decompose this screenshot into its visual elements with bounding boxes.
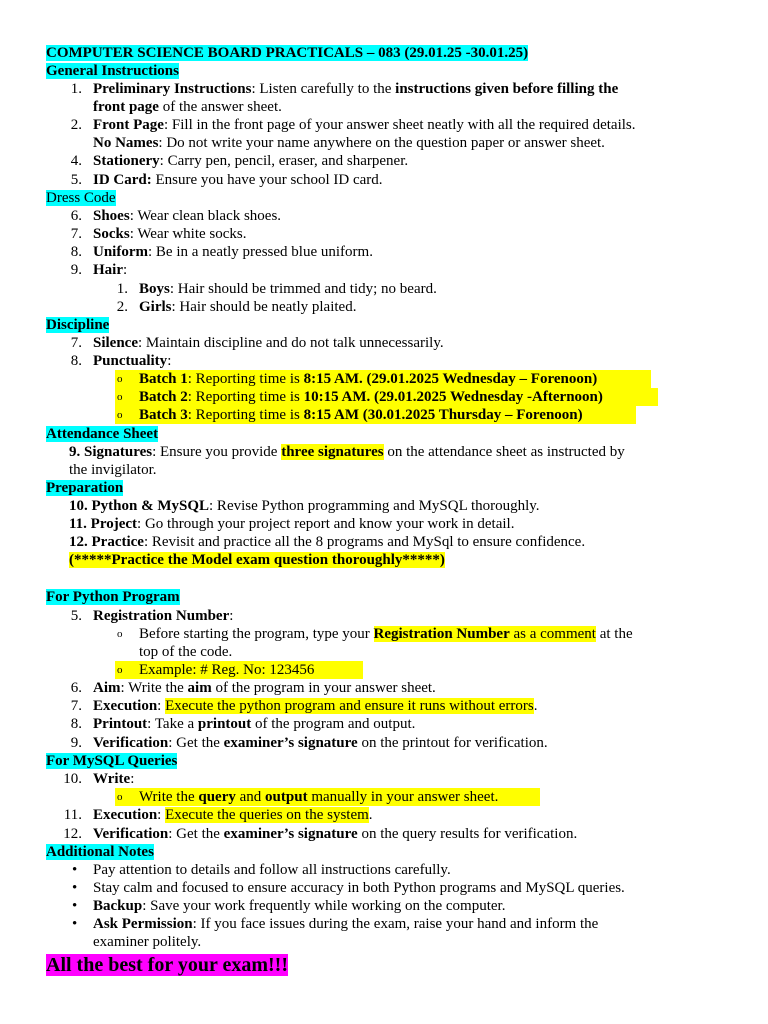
list-item-highlighted: o Write the query and output manually in your answer sheet. bbox=[115, 788, 540, 806]
list-item: 10. Python & MySQL: Revise Python programming and MySQL thoroughly. bbox=[69, 498, 540, 514]
list-item: Ask Permission: If you face issues during the exam, raise your hand and inform the bbox=[93, 916, 599, 932]
list-item: Stationery: Carry pen, pencil, eraser, and sharpener. bbox=[93, 153, 409, 169]
list-number: 7. bbox=[70, 698, 82, 714]
list-number: 5. bbox=[70, 608, 82, 624]
list-item: Boys: Hair should be trimmed and tidy; no beard. bbox=[139, 281, 437, 297]
bullet-icon: • bbox=[72, 880, 78, 896]
section-heading-notes: Additional Notes bbox=[46, 844, 154, 860]
list-item: Verification: Get the examiner’s signature on the query results for verification. bbox=[93, 826, 578, 842]
list-item: Girls: Hair should be neatly plaited. bbox=[139, 299, 357, 315]
list-number: 10. bbox=[63, 771, 82, 787]
list-item: Aim: Write the aim of the program in your answer sheet. bbox=[93, 680, 436, 696]
list-item: Uniform: Be in a neatly pressed blue uniform. bbox=[93, 244, 373, 260]
section-heading-python: For Python Program bbox=[46, 589, 180, 605]
circle-bullet-icon: o bbox=[117, 628, 123, 640]
list-item: Pay attention to details and follow all instructions carefully. bbox=[93, 862, 451, 878]
list-item: ID Card: Ensure you have your school ID card. bbox=[93, 172, 383, 188]
list-item-continued: the invigilator. bbox=[69, 462, 157, 478]
list-item: Printout: Take a printout of the program and output. bbox=[93, 716, 416, 732]
circle-bullet-icon: o bbox=[117, 664, 123, 676]
list-item-continued: examiner politely. bbox=[93, 934, 202, 950]
list-number: 8. bbox=[70, 353, 82, 369]
list-item: Execution: Execute the queries on the system. bbox=[93, 807, 373, 823]
section-heading-discipline: Discipline bbox=[46, 317, 110, 333]
section-heading-preparation: Preparation bbox=[46, 480, 124, 496]
list-item: Front Page: Fill in the front page of your answer sheet neatly with all the required details. bbox=[93, 117, 636, 133]
list-number: 4. bbox=[70, 153, 82, 169]
list-item: Punctuality: bbox=[93, 353, 172, 369]
circle-bullet-icon: o bbox=[117, 391, 123, 403]
list-item-highlighted: o Batch 2: Reporting time is 10:15 AM. (29.01.2025 Wednesday -Afternoon) bbox=[115, 388, 658, 406]
bullet-icon: • bbox=[72, 862, 78, 878]
list-item: Silence: Maintain discipline and do not talk unnecessarily. bbox=[93, 335, 444, 351]
model-exam-note: (*****Practice the Model exam question thoroughly*****) bbox=[69, 552, 445, 568]
list-number: 2. bbox=[116, 299, 128, 315]
list-number: 9. bbox=[70, 262, 82, 278]
list-number: 9. bbox=[70, 735, 82, 751]
list-item: Verification: Get the examiner’s signature on the printout for verification. bbox=[93, 735, 548, 751]
list-number: 6. bbox=[70, 680, 82, 696]
list-number: 11. bbox=[63, 807, 82, 823]
list-item-continued: No Names: Do not write your name anywhere on the question paper or answer sheet. bbox=[93, 135, 605, 151]
section-heading-mysql: For MySQL Queries bbox=[46, 753, 178, 769]
list-item-highlighted: o Example: # Reg. No: 123456 bbox=[115, 661, 363, 679]
list-item: Stay calm and focused to ensure accuracy in both Python programs and MySQL queries. bbox=[93, 880, 625, 896]
list-item-continued: front page of the answer sheet. bbox=[93, 99, 282, 115]
list-number: 8. bbox=[70, 716, 82, 732]
list-number: 1. bbox=[116, 281, 128, 297]
list-item: Registration Number: bbox=[93, 608, 234, 624]
list-item: 11. Project: Go through your project report and know your work in detail. bbox=[69, 516, 515, 532]
list-number: 8. bbox=[70, 244, 82, 260]
list-item: Execution: Execute the python program and ensure it runs without errors. bbox=[93, 698, 538, 714]
section-heading-attendance: Attendance Sheet bbox=[46, 426, 159, 442]
closing-message: All the best for your exam!!! bbox=[46, 954, 288, 976]
list-item-continued: top of the code. bbox=[139, 644, 233, 660]
list-item: Write: bbox=[93, 771, 135, 787]
list-number: 6. bbox=[70, 208, 82, 224]
list-item: Before starting the program, type your Registration Number as a comment at the bbox=[139, 626, 633, 642]
list-number: 7. bbox=[70, 226, 82, 242]
list-number: 7. bbox=[70, 335, 82, 351]
list-number: 5. bbox=[70, 172, 82, 188]
circle-bullet-icon: o bbox=[117, 409, 123, 421]
list-item: 9. Signatures: Ensure you provide three signatures on the attendance sheet as instructed by bbox=[69, 444, 625, 460]
circle-bullet-icon: o bbox=[117, 791, 123, 803]
list-number: 2. bbox=[70, 117, 82, 133]
section-heading-general: General Instructions bbox=[46, 63, 179, 79]
section-heading-dress: Dress Code bbox=[46, 190, 116, 206]
list-item: Preliminary Instructions: Listen carefully to the instructions given before filling the bbox=[93, 81, 619, 97]
list-number: 1. bbox=[70, 81, 82, 97]
list-item-highlighted: o Batch 3: Reporting time is 8:15 AM (30.01.2025 Thursday – Forenoon) bbox=[115, 406, 636, 424]
list-item-highlighted: o Batch 1: Reporting time is 8:15 AM. (29.01.2025 Wednesday – Forenoon) bbox=[115, 370, 651, 388]
bullet-icon: • bbox=[72, 898, 78, 914]
list-number: 12. bbox=[63, 826, 82, 842]
list-item: Backup: Save your work frequently while working on the computer. bbox=[93, 898, 506, 914]
list-item: Shoes: Wear clean black shoes. bbox=[93, 208, 282, 224]
page-title: COMPUTER SCIENCE BOARD PRACTICALS – 083 (29.01.25 -30.01.25) bbox=[46, 45, 529, 61]
bullet-icon: • bbox=[72, 916, 78, 932]
list-item: Hair: bbox=[93, 262, 128, 278]
circle-bullet-icon: o bbox=[117, 373, 123, 385]
list-item: 12. Practice: Revisit and practice all the 8 programs and MySql to ensure confidence. bbox=[69, 534, 586, 550]
list-item: Socks: Wear white socks. bbox=[93, 226, 247, 242]
